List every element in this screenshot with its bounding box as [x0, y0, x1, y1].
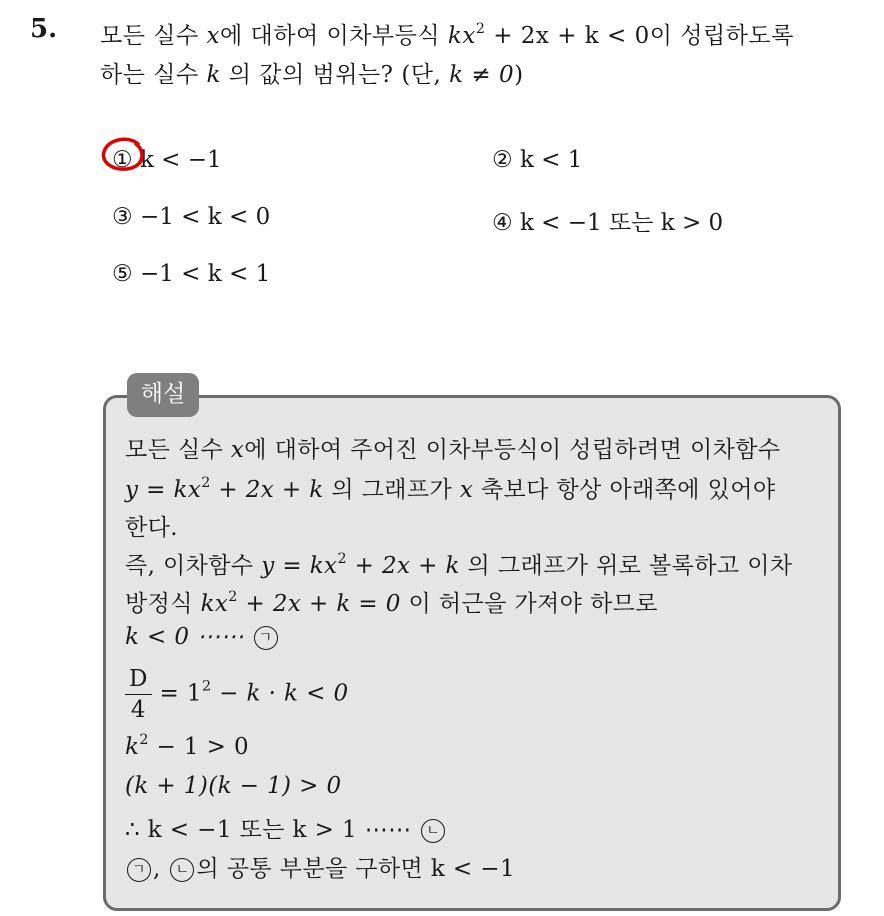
question-number: 5. — [30, 14, 58, 44]
solution-tag: 해설 — [127, 373, 199, 417]
solution-line-5: 방정식 $kx^2 + 2x + k = 0$ 이 허근을 가져야 하므로 — [125, 589, 658, 617]
choice-5[interactable]: ⑤ −1 < k < 1 — [112, 261, 271, 287]
solution-line-2: $y = kx^2 + 2x + k$ 의 그래프가 x 축보다 항상 아래쪽에 있어야 — [125, 475, 776, 503]
solution-line-4: 즉, 이차함수 $y = kx^2 + 2x + k$ 의 그래프가 위로 볼록하고 이차 — [125, 551, 793, 579]
symbol-nieun: ㄴ — [421, 819, 445, 843]
choice-1[interactable]: ① k < −1 — [112, 147, 222, 173]
choice-4[interactable]: ④ k < −1 또는 k > 0 — [492, 210, 724, 236]
symbol-giyeok: ㄱ — [127, 858, 151, 882]
choice-3[interactable]: ③ −1 < k < 0 — [112, 204, 271, 230]
solution-line-10: ∴ k < −1 또는 k > 1 ⋯⋯ ㄴ — [125, 811, 447, 844]
solution-line-1: 모든 실수 x에 대하여 주어진 이차부등식이 성립하려면 이차함수 — [125, 437, 781, 463]
answer-mark-circle — [100, 136, 146, 174]
question-line-2: 하는 실수 k 의 값의 범위는? (단, k ≠ 0) — [100, 62, 524, 88]
solution-line-8: $k^2 - 1 > 0$ — [125, 732, 250, 760]
choice-2[interactable]: ② k < 1 — [492, 147, 583, 173]
solution-line-11: ㄱ , ㄴ 의 공통 부분을 구하면 k < −1 — [125, 850, 515, 883]
symbol-giyeok: ㄱ — [254, 626, 278, 650]
symbol-nieun: ㄴ — [170, 858, 194, 882]
solution-line-3: 한다. — [125, 515, 178, 541]
solution-line-7: $\frac{D}{4}$ = $1^2 - k \cdot k < 0$ — [125, 664, 348, 725]
solution-line-6: k < 0 ⋯⋯ ㄱ — [125, 624, 280, 650]
fraction-d-over-4: $\frac{D}{4}$ — [125, 664, 152, 725]
question-line-1: 모든 실수 x에 대하여 이차부등식 $kx^2 + 2x + k < 0$이 성립하도록 — [100, 21, 794, 49]
solution-line-9: (k + 1)(k − 1) > 0 — [125, 773, 342, 799]
